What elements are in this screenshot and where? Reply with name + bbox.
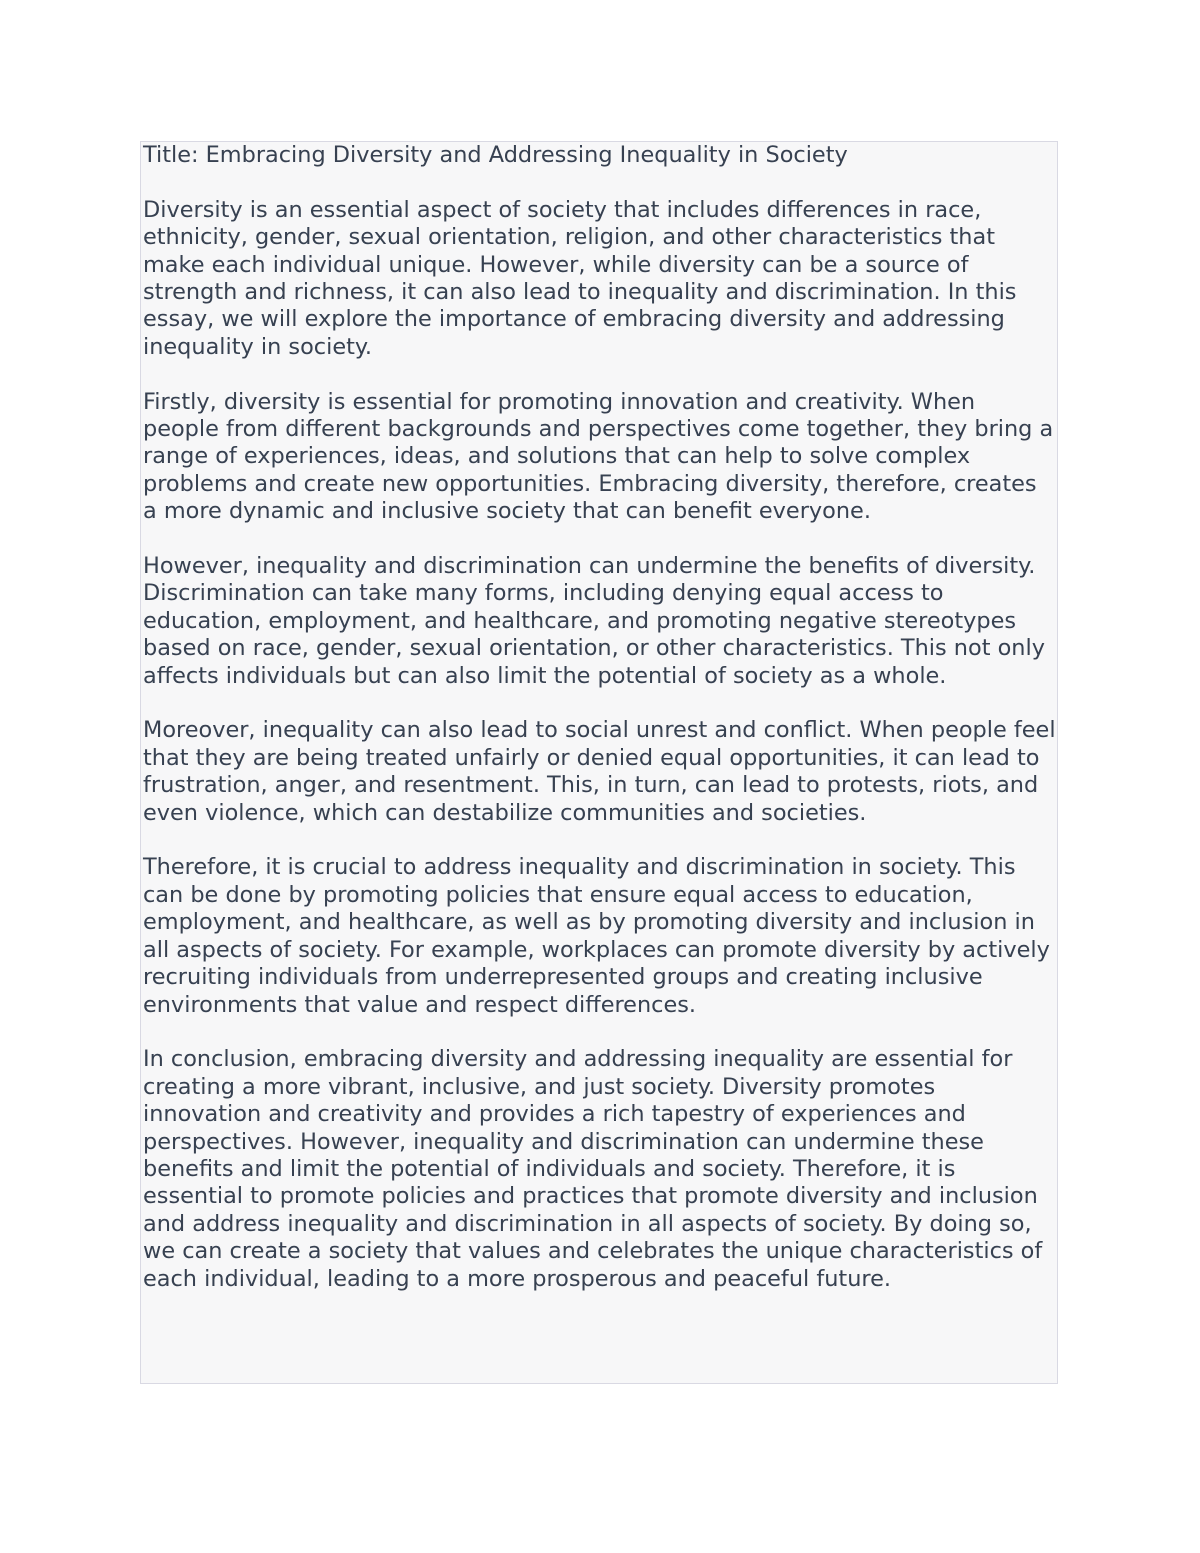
paragraph-conclusion: In conclusion, embracing diversity and addressing inequality are essential for creating a more vibrant, inclusive, and just society. Diversity promotes innovation and creativity and provides a rich tapestry of experiences and perspectives. However, inequality and discrimination can undermine these benefits and limit the potential of individuals and society. Therefore, it is essential to promote policies and practices that promote diversity and inclusion and address inequality and discrimination in all aspects of society. By doing so, we can create a society that values and celebrates the unique characteristics of each individual, leading to a more prosperous and peaceful future. — [143, 1046, 1043, 1292]
paragraph-innovation: Firstly, diversity is essential for promoting innovation and creativity. When people from different backgrounds and perspectives come together, they bring a range of experiences, ideas, and solutions that can help to solve complex problems and create new opportunities. Embracing diversity, therefore, creates a more dynamic and inclusive society that can benefit everyone. — [143, 388, 1054, 525]
essay-body — [143, 142, 1057, 1293]
paragraph-discrimination: However, inequality and discrimination can undermine the benefits of diversity. Discrimination can take many forms, including denying equal access to education, employment, and healthcare, and promoting negative stereotypes based on race, gender, sexual orientation, or other characteristics. This not only affects individuals but can also limit the potential of society as a whole. — [143, 553, 1045, 689]
essay-text-block — [140, 141, 1058, 1384]
essay-title: Title: Embracing Diversity and Addressing Inequality in Society — [143, 142, 848, 168]
paragraph-unrest: Moreover, inequality can also lead to social unrest and conflict. When people feel that they are being treated unfairly or denied equal opportunities, it can lead to frustration, anger, and resentment. This, in turn, can lead to protests, riots, and even violence, which can destabilize communities and societies. — [143, 717, 1056, 826]
paragraph-addressing: Therefore, it is crucial to address inequality and discrimination in society. This can be done by promoting policies that ensure equal access to education, employment, and healthcare, as well as by promoting diversity and inclusion in all aspects of society. For example, workplaces can promote diversity by actively recruiting individuals from underrepresented groups and creating inclusive environments that value and respect differences. — [143, 854, 1050, 1018]
paragraph-intro: Diversity is an essential aspect of society that includes differences in race, ethnicity, gender, sexual orientation, religion, and other characteristics that make each individual unique. However, while diversity can be a source of strength and richness, it can also lead to inequality and discrimination. In this essay, we will explore the importance of embracing diversity and addressing inequality in society. — [143, 196, 1017, 360]
